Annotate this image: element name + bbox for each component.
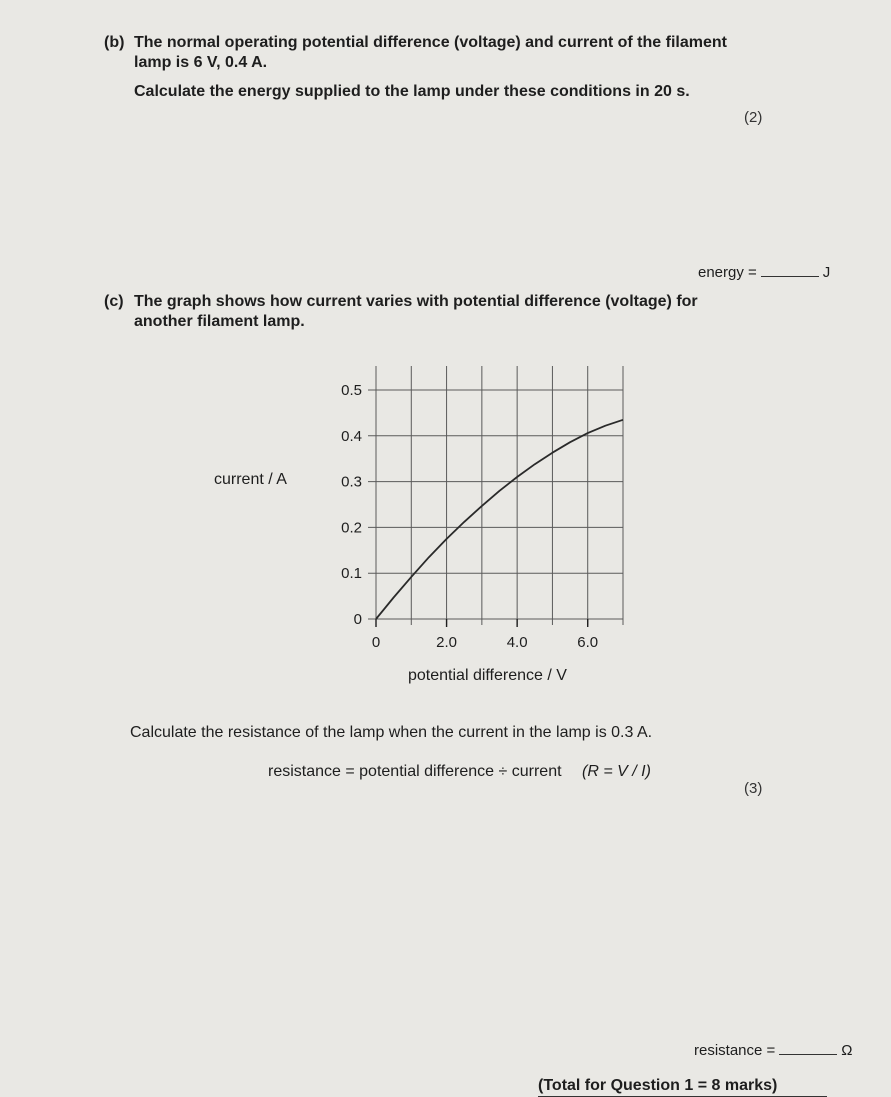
resistance-answer-line (694, 1040, 853, 1059)
y-axis-label: current / A (214, 471, 287, 488)
resistance-answer-blank[interactable] (779, 1040, 837, 1055)
x-tick-label: 0 (371, 634, 381, 651)
part-c-text-line1: The graph shows how current varies with potential difference (voltage) for (134, 293, 698, 310)
part-b-label: (b) (104, 34, 125, 51)
y-tick-label: 0.1 (341, 565, 362, 583)
resistance-answer-unit: Ω (841, 1042, 853, 1059)
part-c-text-line2: another filament lamp. (134, 313, 305, 330)
y-tick-label: 0 (353, 611, 362, 628)
y-tick-label: 0.4 (341, 427, 362, 445)
part-c-marks: (3) (744, 780, 763, 797)
energy-answer-unit: J (822, 264, 831, 281)
chart-series (376, 420, 623, 619)
current-voltage-curve (376, 420, 623, 619)
energy-answer-label: energy = (698, 264, 757, 281)
total-marks: (Total for Question 1 = 8 marks) (538, 1076, 827, 1097)
energy-answer-blank[interactable] (761, 262, 819, 277)
resistance-formula-words: resistance = potential difference ÷ current (268, 763, 562, 780)
resistance-formula-symbol: (R = V / I) (582, 763, 651, 780)
y-tick-label: 0.2 (341, 519, 362, 537)
part-b-text-line2: lamp is 6 V, 0.4 A. (134, 54, 268, 71)
x-tick-label: 6.0 (577, 634, 599, 651)
x-axis-label: potential difference / V (408, 667, 567, 684)
y-tick-label: 0.3 (341, 473, 362, 491)
part-c-instruction: Calculate the resistance of the lamp when the current in the lamp is 0.3 A. (130, 724, 653, 741)
y-tick-label: 0.5 (341, 382, 362, 399)
x-tick-label: 4.0 (506, 634, 528, 651)
chart-grid (368, 366, 623, 625)
energy-answer-line (698, 262, 830, 281)
part-b-instruction: Calculate the energy supplied to the lamp under these conditions in 20 s. (134, 83, 690, 100)
part-b-text-line1: The normal operating potential difference (voltage) and current of the filament (134, 34, 727, 51)
x-tick-label: 2.0 (436, 634, 458, 651)
part-b-marks: (2) (744, 109, 763, 126)
resistance-formula (268, 762, 651, 782)
part-c-label: (c) (104, 293, 124, 310)
resistance-answer-label: resistance = (694, 1042, 776, 1059)
current-voltage-graph (320, 355, 650, 655)
